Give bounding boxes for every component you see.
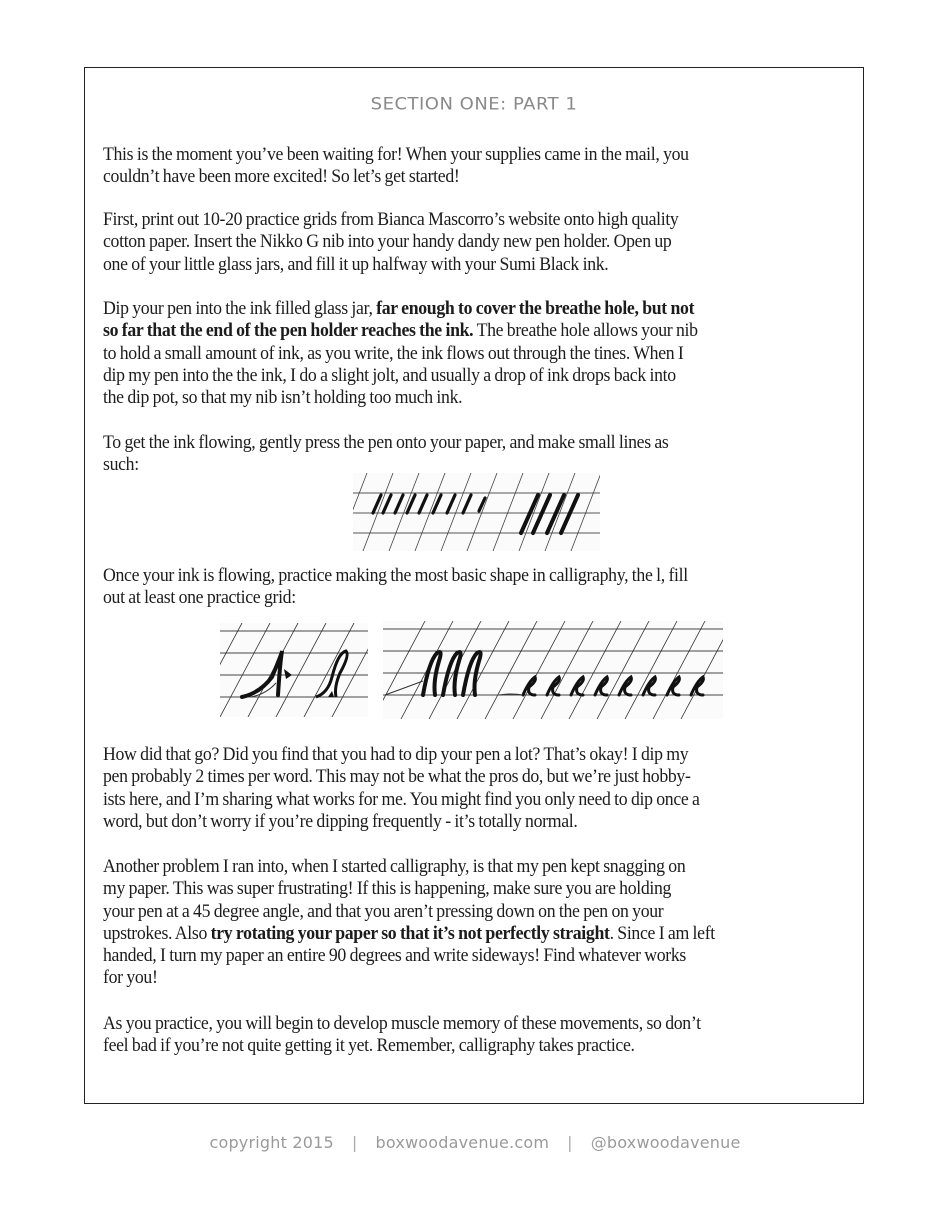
social-handle-link[interactable]: @boxwoodavenue <box>590 1133 741 1152</box>
practice-strokes-image <box>353 473 600 551</box>
page-footer <box>0 1133 950 1152</box>
page-frame <box>84 67 864 1104</box>
paragraph-basic-shape: Once your ink is flowing, practice making the most basic shape in calligraphy, the l, fill out at least one practice grid: <box>103 566 688 609</box>
footer-separator: | <box>351 1133 358 1152</box>
paragraph-intro: This is the moment you’ve been waiting for! When your supplies came in the mail, you couldn’t have been more excited! So let’s get started! <box>103 145 689 188</box>
bold-instruction: try rotating your paper so that it’s not perfectly straight <box>210 923 610 944</box>
letter-l-construction-image <box>220 623 368 717</box>
copyright-text: copyright 2015 <box>209 1133 334 1152</box>
paragraph-ink-flowing: To get the ink flowing, gently press the pen onto your paper, and make small lines as such: <box>103 433 669 476</box>
bold-instruction: far enough to cover the breathe hole, but not <box>376 299 695 319</box>
paragraph-supplies: First, print out 10-20 practice grids from Bianca Mascorro’s website onto high quality cotton paper. Insert the Nikko G nib into your handy dandy new pen holder. Open up one of your little glass jars, and fill it up halfway with your Sumi Black ink. <box>103 210 679 275</box>
paragraph-muscle-memory: As you practice, you will begin to develop muscle memory of these movements, so don’t feel bad if you’re not quite getting it yet. Remember, calligraphy takes practice. <box>103 1014 701 1057</box>
paragraph-how-did-it-go: How did that go? Did you find that you had to dip your pen a lot? That’s okay! I dip my pen probably 2 times per word. This may not be what the pros do, but we’re just hobby- ists here, and I’m sharing what works for me. You might find you only need to dip once a word, but don’t worry if you’re dipping frequently - it’s totally normal. <box>103 745 700 832</box>
footer-separator: | <box>567 1133 573 1152</box>
website-link[interactable]: boxwoodavenue.com <box>375 1133 550 1152</box>
paragraph-dip-pen: Dip your pen into the ink filled glass jar, far enough to cover the breathe hole, but not so far that the end of the pen holder reaches the ink. The breathe hole allows your nib to hold a small amount of ink, as you write, the ink flows out through the tines. When I dip my pen into the the ink, I do a slight jolt, and usually a drop of ink drops back into the dip pot, so that my nib isn’t holding too much ink. <box>103 299 698 409</box>
paragraph-snagging: Another problem I ran into, when I started calligraphy, is that my pen kept snagging on my paper. This was super frustrating! If this is happening, make sure you are holding your pen at a 45 degree angle, and that you aren’t pressing down on the pen on your upstrokes. Also try rotating your paper so that it’s not perfectly straight. Since I am left handed, I turn my paper an entire 90 degrees and write sideways! Find whatever works for you! <box>103 857 715 989</box>
bold-instruction: so far that the end of the pen holder reaches the ink. <box>103 321 474 342</box>
section-title: SECTION ONE: PART 1 <box>370 94 578 115</box>
letter-l-practice-row-image <box>383 621 723 719</box>
